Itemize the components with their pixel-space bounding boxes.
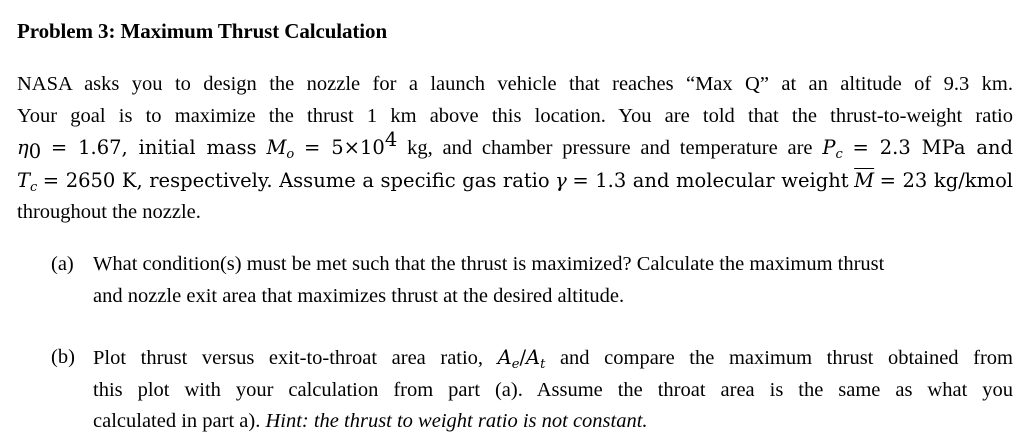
part-b-line-3 <box>93 406 1013 438</box>
part-b-body <box>93 342 1013 438</box>
part-a-label: (a) <box>51 253 74 275</box>
pressure-symbol: P <box>822 136 836 159</box>
part-b-line-3-pre: calculated in part a). <box>93 410 261 432</box>
chamber-text: kg, and chamber pressure and temperature are <box>407 137 813 159</box>
eta-symbol: η <box>17 136 29 159</box>
temperature-symbol: T <box>17 168 31 192</box>
mass-value: = 5×10 <box>304 136 385 159</box>
gamma-symbol: γ <box>555 168 567 192</box>
part-a-line-1: What condition(s) must be met such that the thrust is maximized? Calculate the maximum thrust <box>93 253 885 275</box>
area-ratio-slash: / <box>519 346 527 369</box>
part-b-line-2: this plot with your calculation from part (a). Assume the throat area is the same as what you <box>93 378 1013 401</box>
molecular-weight-symbol: $\overline{M}$ <box>854 168 875 192</box>
part-b-line-1-pre: Plot thrust versus exit-to-throat area ratio, <box>93 347 484 369</box>
part-b-line-1-post: and compare the maximum thrust obtained from <box>559 347 1013 369</box>
area-exit-symbol: A <box>497 346 512 369</box>
exit-subscript: e <box>511 357 520 372</box>
part-a-body <box>93 249 1013 312</box>
pressure-value: = 2.3 MPa and <box>852 136 1014 159</box>
intro-line-5: throughout the nozzle. <box>17 201 201 223</box>
pressure-subscript: c <box>835 147 843 162</box>
part-b-line-1 <box>93 342 1013 375</box>
part-a-line-2: and nozzle exit area that maximizes thrust at the desired altitude. <box>93 284 625 307</box>
temperature-subscript: c <box>30 179 38 195</box>
molecular-weight-value: = 23 kg/kmol <box>879 168 1014 192</box>
problem-intro <box>17 69 1013 229</box>
gamma-value: = 1.3 and molecular weight <box>572 168 849 192</box>
area-throat-symbol: A <box>526 346 541 369</box>
intro-line-2: Your goal is to maximize the thrust 1 km above this location. You are told that the thrust-to-weight ratio <box>17 104 1013 127</box>
intro-line-3 <box>17 128 1014 165</box>
eta-subscript: 0 <box>28 140 42 163</box>
part-b <box>51 342 1013 438</box>
intro-line-1: NASA asks you to design the nozzle for a launch vehicle that reaches “Max Q” at an altitude of 9.3 km. <box>17 73 1013 95</box>
thrust-to-weight-value: = 1.67, initial mass <box>50 136 257 159</box>
hint-text: Hint: the thrust to weight ratio is not constant. <box>265 410 648 432</box>
temperature-value: = 2650 K, respectively. Assume a specific gas ratio <box>42 168 550 192</box>
part-b-label: (b) <box>51 346 75 368</box>
mass-symbol: M <box>266 136 287 159</box>
intro-line-4 <box>17 165 1013 198</box>
mass-exponent: 4 <box>384 128 398 151</box>
problem-title: Problem 3: Maximum Thrust Calculation <box>17 19 388 43</box>
mass-subscript: o <box>286 147 295 162</box>
throat-subscript: t <box>540 357 546 372</box>
part-a <box>51 249 1013 312</box>
